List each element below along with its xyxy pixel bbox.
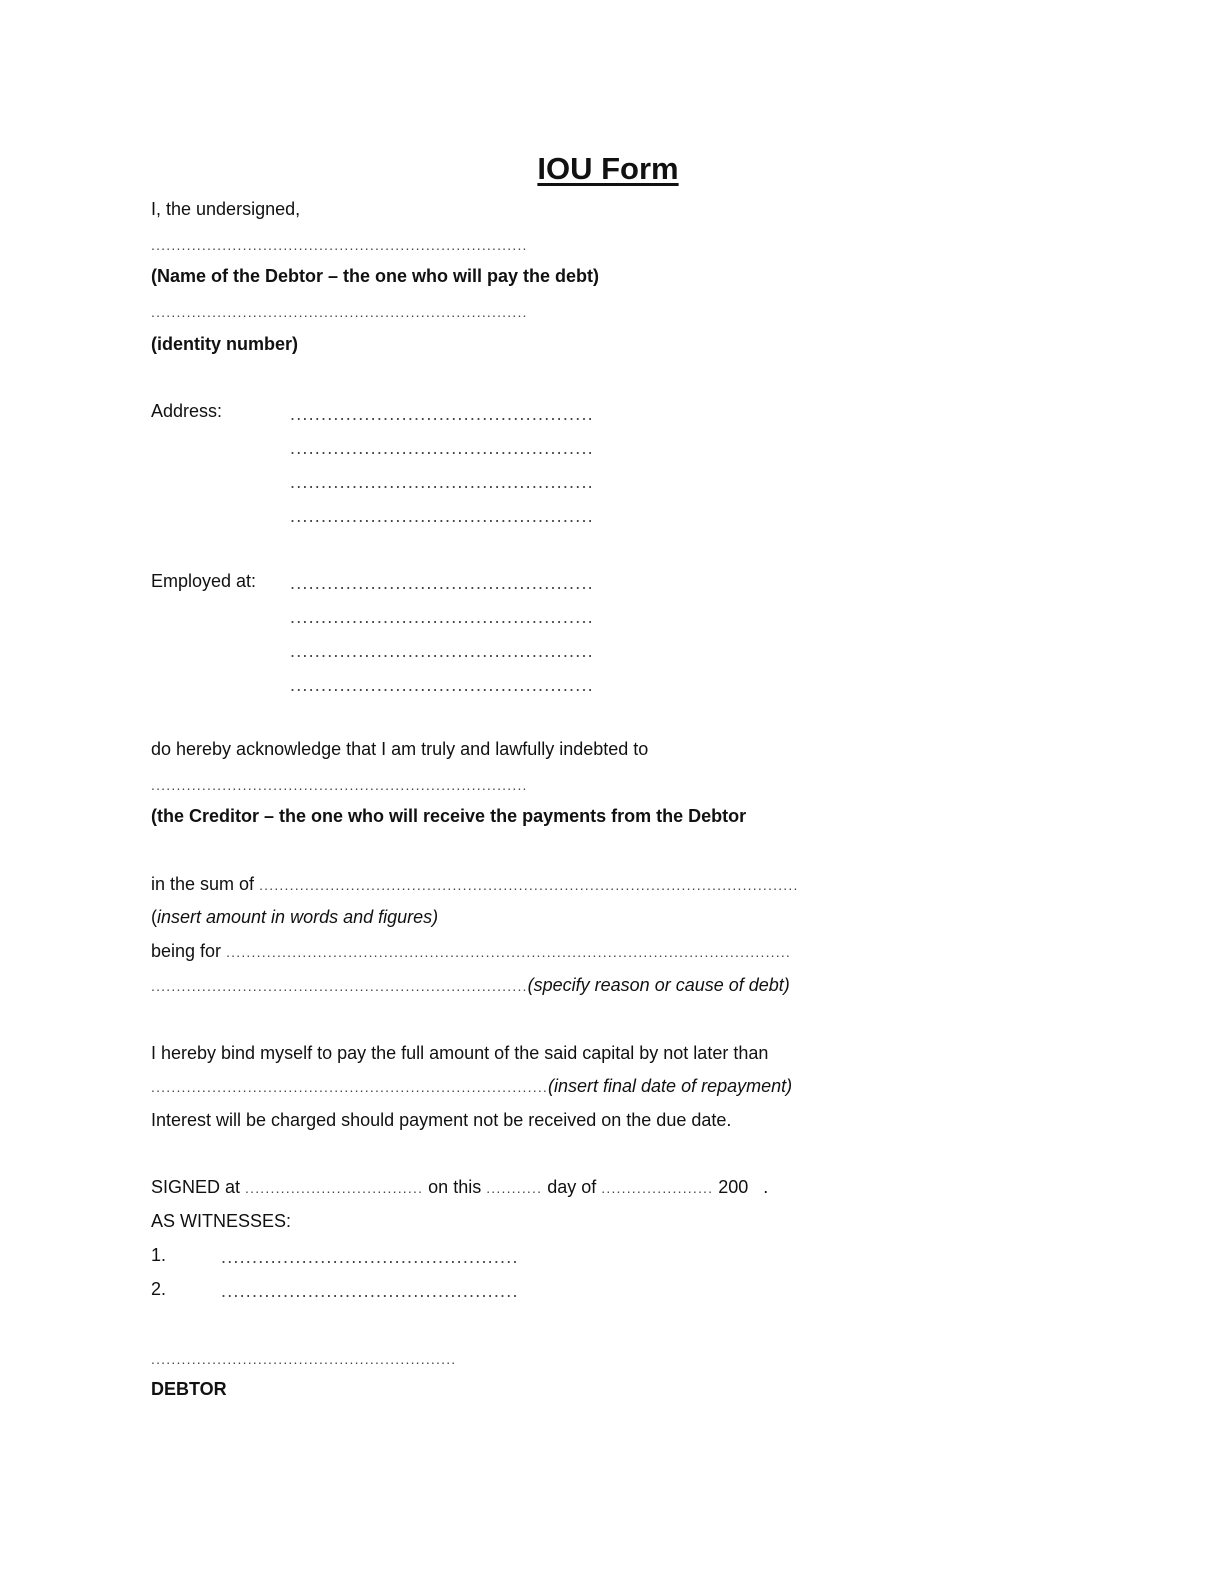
sum-row [151, 873, 799, 896]
witnesses-label: AS WITNESSES: [151, 1211, 292, 1231]
witness-1-field[interactable]: ................................................ [221, 1247, 519, 1267]
debtor-name-field[interactable]: .......................................................................... [151, 237, 528, 253]
address-label: Address: [151, 401, 223, 421]
signing-row: SIGNED at ................................... on this ........... day of ...................... 200 . [151, 1177, 769, 1197]
reason-row [151, 940, 791, 963]
debtor-signature-field[interactable]: ............................................................ [151, 1351, 457, 1367]
address-line-3[interactable]: ................................................. [290, 472, 594, 492]
interest-text: Interest will be charged should payment not be received on the due date. [151, 1110, 732, 1130]
address-line-2[interactable]: ................................................. [290, 438, 594, 458]
repayment-text: I hereby bind myself to pay the full amount of the said capital by not later than [151, 1043, 769, 1063]
address-line-4[interactable]: ................................................. [290, 506, 594, 526]
repayment-hint: (insert final date of repayment) [548, 1076, 793, 1096]
repayment-date-field[interactable]: .............................................................................. [151, 1079, 548, 1095]
witness-2-number: 2. [151, 1279, 167, 1299]
acknowledge-text: do hereby acknowledge that I am truly and lawfully indebted to [151, 739, 649, 759]
sum-prefix: in the sum of [151, 874, 260, 894]
employment-line-3[interactable]: ................................................. [290, 641, 594, 661]
identity-number-label: (identity number) [151, 334, 298, 354]
reason-prefix: being for [151, 941, 227, 961]
reason-hint: (specify reason or cause of debt) [527, 975, 790, 995]
creditor-name-field[interactable]: .......................................................................... [151, 777, 528, 793]
debtor-signature-label: DEBTOR [151, 1379, 227, 1399]
intro-text: I, the undersigned, [151, 199, 301, 219]
signed-year: 200 [713, 1177, 749, 1197]
document-title: IOU Form [537, 151, 679, 186]
employment-line-1[interactable]: ................................................. [290, 573, 594, 593]
signed-day-field[interactable]: ........... [486, 1180, 543, 1196]
address-line-1[interactable]: ................................................. [290, 404, 594, 424]
sum-hint: (insert amount in words and figures) [151, 907, 439, 927]
repayment-row [151, 1075, 792, 1098]
witness-2-field[interactable]: ................................................ [221, 1281, 519, 1301]
reason-field-2[interactable]: .......................................................................... [151, 978, 528, 994]
witness-1-number: 1. [151, 1245, 167, 1265]
reason-row-2 [151, 974, 790, 997]
reason-field[interactable]: ............................................................................................................... [226, 944, 792, 960]
identity-number-field[interactable]: .......................................................................... [151, 304, 528, 320]
employment-line-4[interactable]: ................................................. [290, 675, 594, 695]
creditor-label: (the Creditor – the one who will receive the payments from the Debtor [151, 806, 747, 826]
debtor-name-label: (Name of the Debtor – the one who will pay the debt) [151, 266, 600, 286]
employment-label: Employed at: [151, 571, 257, 591]
sum-field[interactable]: .......................................................................................................... [259, 877, 799, 893]
signed-month-field[interactable]: ...................... [601, 1180, 714, 1196]
employment-line-2[interactable]: ................................................. [290, 607, 594, 627]
signed-place-field[interactable]: ................................... [245, 1180, 424, 1196]
